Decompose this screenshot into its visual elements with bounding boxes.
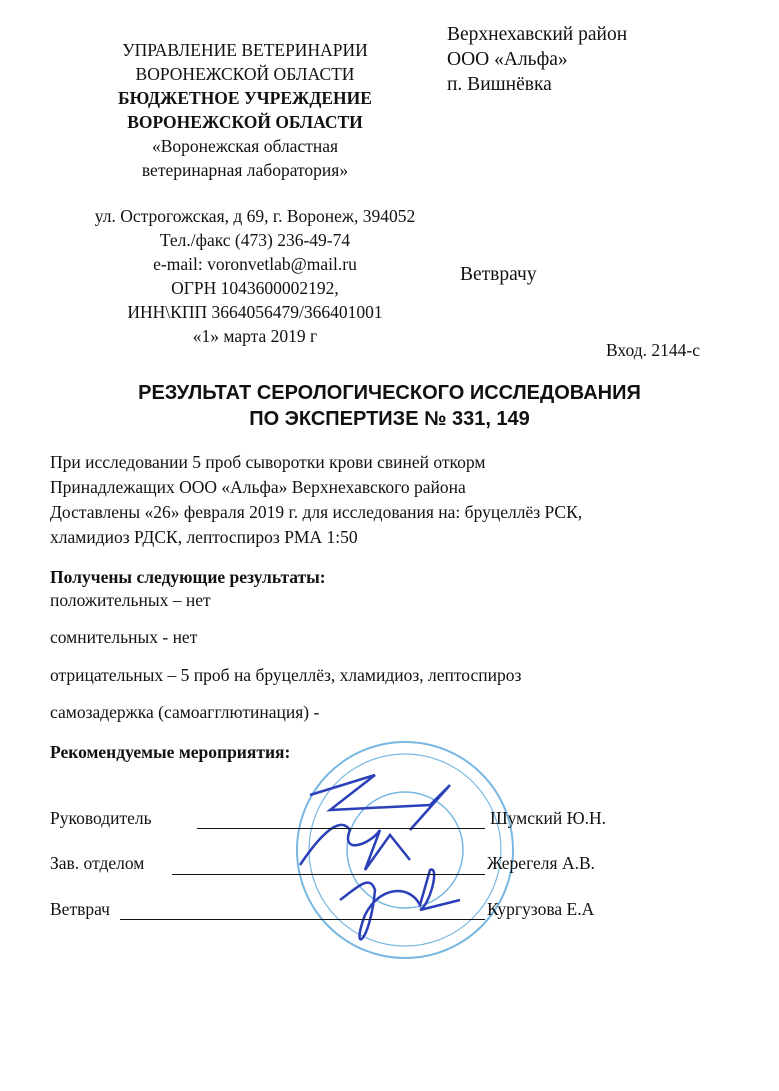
signature-role: Зав. отделом <box>50 853 145 873</box>
signature-role: Ветврач <box>50 899 110 919</box>
phone-line: Тел./факс (473) 236-49-74 <box>159 230 351 250</box>
signature-name: Шумский Ю.Н. <box>490 808 606 828</box>
email-line: e-mail: voronvetlab@mail.ru <box>153 254 357 274</box>
org-line: ВОРОНЕЖСКОЙ ОБЛАСТИ <box>135 64 355 84</box>
intro-paragraph <box>50 450 582 550</box>
signature-name: Жерегеля А.В. <box>487 853 596 873</box>
signature-head <box>310 775 450 830</box>
stamp-seal <box>297 742 513 958</box>
result-doubtful: сомнительных - нет <box>50 627 198 647</box>
date-line: «1» марта 2019 г <box>192 326 318 346</box>
results-heading: Получены следующие результаты: <box>50 567 326 587</box>
lab-name: ветеринарная лаборатория» <box>141 160 349 180</box>
result-positive: положительных – нет <box>50 590 211 610</box>
inn-line: ИНН\КПП 3664056479/366401001 <box>127 302 383 322</box>
title-line: РЕЗУЛЬТАТ СЕРОЛОГИЧЕСКОГО ИССЛЕДОВАНИЯ <box>138 382 641 404</box>
document-title <box>0 380 779 432</box>
intro-line: Доставлены «26» февраля 2019 г. для исследования на: бруцеллёз РСК, <box>50 502 583 522</box>
title-line: ПО ЭКСПЕРТИЗЕ № 331, 149 <box>249 408 530 430</box>
signature-deputy <box>300 825 410 870</box>
addressee: Ветврачу <box>460 264 537 285</box>
recipient-line: Верхнехавский район <box>447 24 628 45</box>
signature-line <box>120 919 485 920</box>
intro-line: хламидиоз РДСК, лептоспироз РМА 1:50 <box>50 527 358 547</box>
stamp-and-signatures <box>280 735 530 965</box>
org-header <box>60 38 430 182</box>
org-line-bold: БЮДЖЕТНОЕ УЧРЕЖДЕНИЕ <box>118 88 372 108</box>
org-address <box>70 204 440 348</box>
incoming-number: Вход. 2144-с <box>605 340 700 360</box>
result-negative: отрицательных – 5 проб на бруцеллёз, хламидиоз, лептоспироз <box>50 665 522 685</box>
recipient-block <box>447 22 627 97</box>
lab-name: «Воронежская областная <box>151 136 339 156</box>
signature-role: Руководитель <box>50 808 152 828</box>
recommended-heading: Рекомендуемые мероприятия: <box>50 742 291 762</box>
signature-name: Кургузова Е.А <box>487 899 595 919</box>
result-self-agglutination: самозадержка (самоагглютинация) - <box>50 702 320 722</box>
signature-line <box>197 828 485 829</box>
address-line: ул. Острогожская, д 69, г. Воронеж, 394052 <box>94 206 416 226</box>
org-line-bold: ВОРОНЕЖСКОЙ ОБЛАСТИ <box>127 112 363 132</box>
ogrn-line: ОГРН 1043600002192, <box>171 278 339 298</box>
org-line: УПРАВЛЕНИЕ ВЕТЕРИНАРИИ <box>122 40 368 60</box>
intro-line: При исследовании 5 проб сыворотки крови свиней откорм <box>50 452 486 472</box>
intro-line: Принадлежащих ООО «Альфа» Верхнехавского района <box>50 477 466 497</box>
signature-vet <box>340 870 460 940</box>
signature-line <box>172 874 485 875</box>
recipient-line: ООО «Альфа» <box>447 49 568 70</box>
recipient-line: п. Вишнёвка <box>447 74 552 95</box>
